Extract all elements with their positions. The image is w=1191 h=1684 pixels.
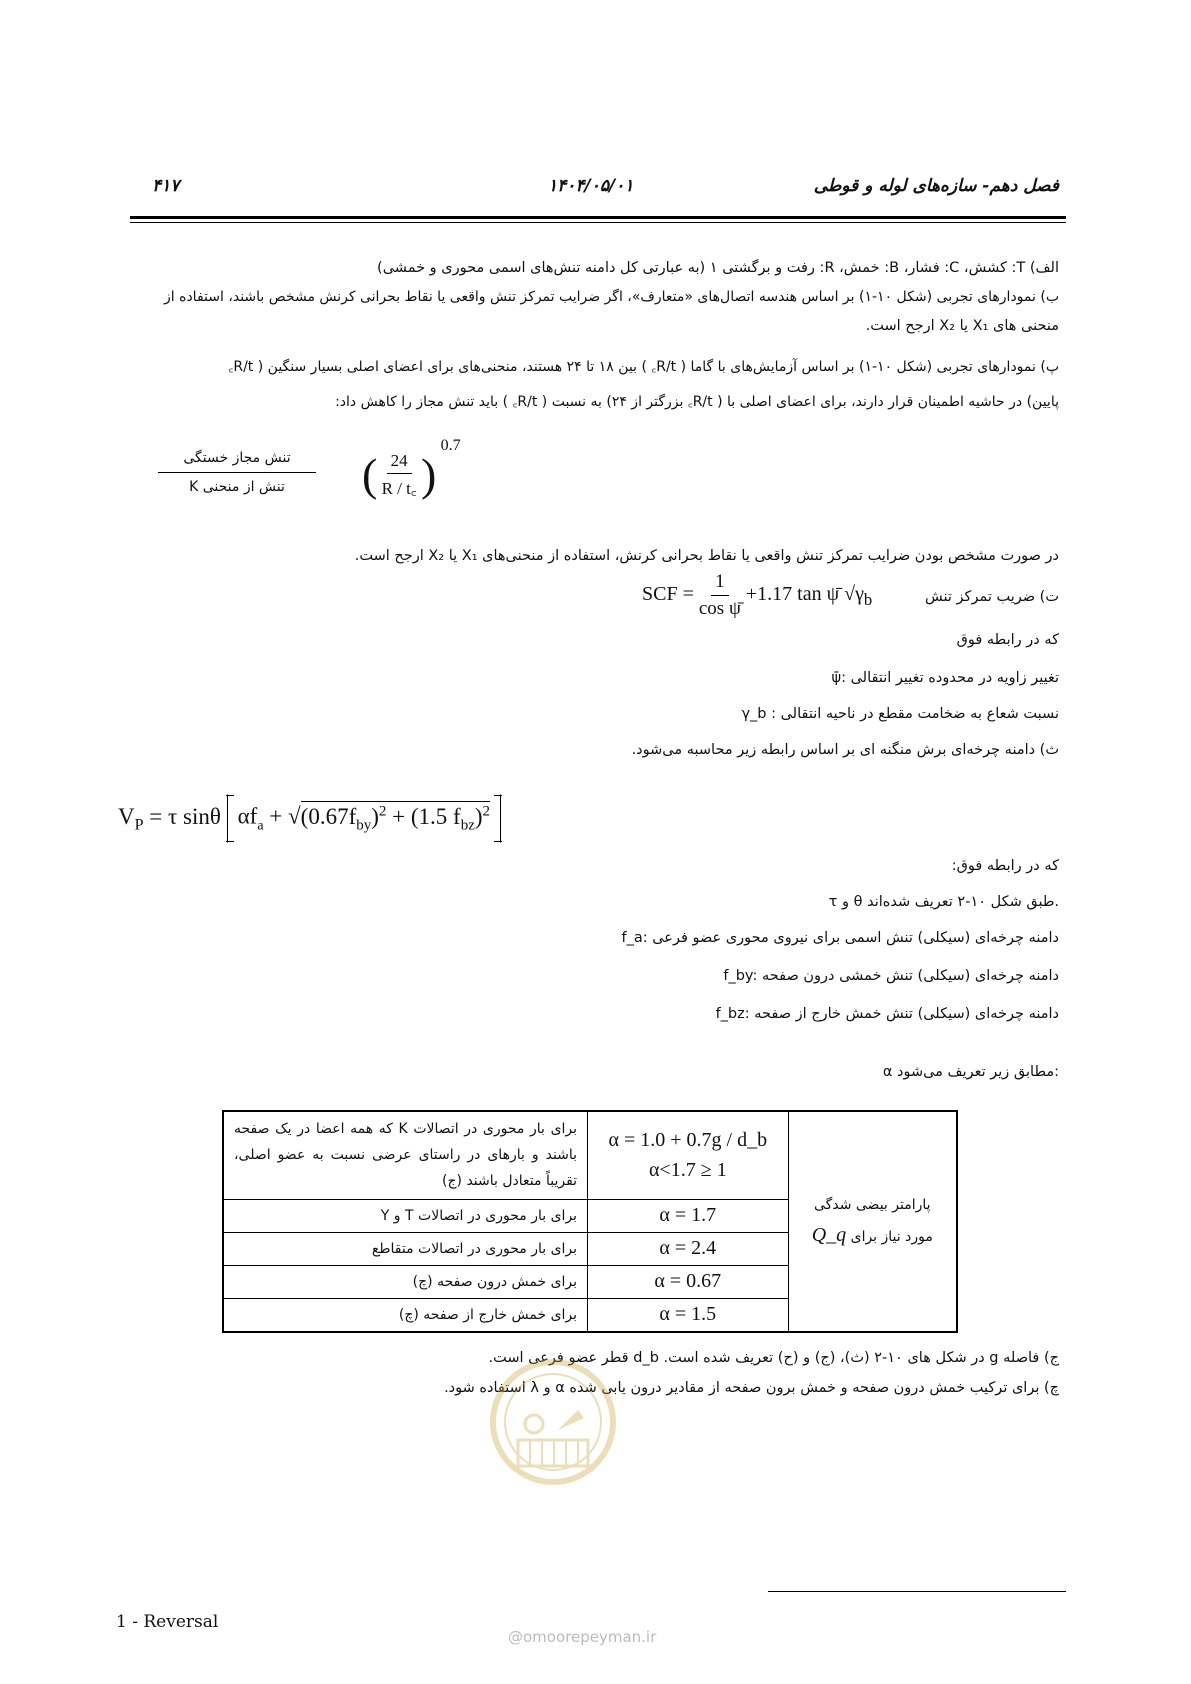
footnote-rule <box>768 1591 1066 1592</box>
ratio-numerator: تنش مجاز خستگی <box>158 450 316 473</box>
paragraph-alef: الف) T: کشش، C: فشار، B: خمش، R: رفت و برگشتی ۱ (به عبارتی کل دامنه تنش‌های اسمی محوری و خمشی) <box>377 260 1059 276</box>
alpha-formula-cell: α = 1.5 <box>588 1298 789 1332</box>
reduction-formula: ( $\frac{24}{R / t꜀}$ ) $^{0.7}$ <box>362 436 461 500</box>
alpha-formula-cell <box>588 1111 789 1199</box>
watermark-seal <box>488 1348 618 1496</box>
footnote: 1 - Reversal <box>116 1612 219 1632</box>
stress-ratio <box>158 450 316 495</box>
param-symbol: Q_q <box>811 1224 847 1247</box>
scf-formula <box>642 571 872 620</box>
fa-definition: f_a: دامنه چرخه‌ای (سیکلی) تنش اسمی برای نیروی محوری عضو فرعی <box>621 930 1059 946</box>
param-cell <box>788 1111 957 1332</box>
alpha-formula-cell: α = 2.4 <box>588 1232 789 1265</box>
watermark-url: @omoorepeyman.ir <box>508 1628 657 1646</box>
paragraph-x-curves: در صورت مشخص بودن ضرایب تمرکز تنش واقعی یا نقاط بحرانی کرنش، استفاده از منحنی‌های X₁ یا X₂ ارجح است. <box>354 548 1059 564</box>
alpha-definition: α مطابق زیر تعریف می‌شود: <box>882 1064 1059 1080</box>
alpha-formula: α = 1.0 + 0.7g / d_b <box>608 1129 768 1152</box>
scf-subscript: b <box>863 590 873 610</box>
param-label2: مورد نیاز برای <box>850 1229 933 1246</box>
ratio-denominator: تنش از منحنی K <box>189 479 285 495</box>
alpha-range: 1 ≤ α<1.7 <box>648 1159 727 1182</box>
paragraph-se: ث) دامنه چرخه‌ای برش منگنه ای بر اساس رابطه زیر محاسبه می‌شود. <box>631 742 1059 758</box>
paragraph-pe-line2: پایین) در حاشیه اطمینان قرار دارند، برای اعضای اصلی با ( R/t꜀ بزرگتر از ۲۴) به نسبت ( R/t꜀ ) باید تنش مجاز را کاهش داد: <box>335 394 1059 410</box>
gamma-definition: γ_b : نسبت شعاع به ضخامت مقطع در ناحیه انتقالی <box>741 706 1059 722</box>
note-che: ج) فاصله g در شکل های ۱۰-۲ (ث)، (ج) و (ح) تعریف شده است. d_b قطر عضو فرعی است. <box>488 1350 1059 1366</box>
alpha-desc-cell: برای بار محوری در اتصالات K که همه اعضا در یک صفحه باشند و بارهای در راستای عرضی نسبت به عضو اصلی، تقریباً متعادل باشند (ج) <box>223 1111 588 1199</box>
header-date: ۱۴۰۴/۰۵/۰۱ <box>548 176 634 196</box>
alpha-desc-cell: برای بار محوری در اتصالات متقاطع <box>223 1232 588 1265</box>
alpha-table <box>222 1110 958 1333</box>
paragraph-be-line1: ب) نمودارهای تجربی (شکل ۱۰-۱) بر اساس هندسه اتصال‌های «متعارف»، اگر ضرایب تمرکز تنش واقعی یا نقاط بحرانی کرنش مشخص باشند، استفاده از <box>164 289 1059 305</box>
alpha-desc-cell: برای خمش درون صفحه (چ) <box>223 1265 588 1298</box>
tau-theta-definition: τ و θ طبق شکل ۱۰-۲ تعریف شده‌اند. <box>828 894 1059 910</box>
formula1-exponent: 0.7 <box>440 436 461 454</box>
scf-rest: +1.17 tan ψ̄ √γ <box>745 583 864 606</box>
alpha-formula-cell: α = 1.7 <box>588 1199 789 1232</box>
header-rule-thick <box>130 216 1066 219</box>
paragraph-ke-2: که در رابطه فوق: <box>951 858 1059 874</box>
vp-formula: $V_P = \tau$ sinθ $\alpha f_a + √(0.67f_{by})^2 + (1.5$ $f_{bz})^2$ <box>118 794 501 843</box>
formula1-num: 24 <box>387 451 412 474</box>
paragraph-ke-1: که در رابطه فوق <box>956 632 1059 648</box>
formula1-den: R / t꜀ <box>381 478 417 498</box>
paragraph-te-label: ت) ضریب تمرکز تنش <box>925 589 1059 605</box>
scf-den: cos ψ̄ <box>698 598 741 619</box>
alpha-formula-cell: α = 0.67 <box>588 1265 789 1298</box>
paragraph-be-line2: منحنی های X₁ یا X₂ ارجح است. <box>865 318 1059 334</box>
paragraph-pe-line1: پ) نمودارهای تجربی (شکل ۱۰-۱) بر اساس آزمایش‌های با گاما ( R/t꜀ ) بین ۱۸ تا ۲۴ هستند، منحنی‌های برای اعضای اصلی بسیار سنگین ( R/t꜀ <box>228 359 1059 375</box>
seal-icon <box>488 1348 618 1496</box>
fby-definition: f_by: دامنه چرخه‌ای (سیکلی) تنش خمشی درون صفحه <box>723 968 1059 984</box>
header-rule-thin <box>130 222 1066 223</box>
note-chee: چ) برای ترکیب خمش درون صفحه و خمش برون صفحه از مقادیر درون یابی شده α و λ استفاده شود. <box>444 1380 1059 1396</box>
alpha-desc-cell: برای بار محوری در اتصالات T و Y <box>223 1199 588 1232</box>
table-row <box>223 1111 957 1199</box>
page-number: ۴۱۷ <box>152 176 180 196</box>
param-label: پارامتر بیضی شدگی <box>814 1197 931 1214</box>
alpha-desc-cell: برای خمش خارج از صفحه (چ) <box>223 1298 588 1332</box>
scf-num: 1 <box>711 571 729 596</box>
scf-lhs: SCF = <box>642 583 694 606</box>
chapter-title: فصل دهم- سازه‌های لوله و قوطی <box>813 176 1059 196</box>
psi-definition: ψ̄: تغییر زاویه در محدوده تغییر انتقالی <box>831 670 1059 686</box>
fbz-definition: f_bz: دامنه چرخه‌ای (سیکلی) تنش خمش خارج از صفحه <box>715 1006 1059 1022</box>
